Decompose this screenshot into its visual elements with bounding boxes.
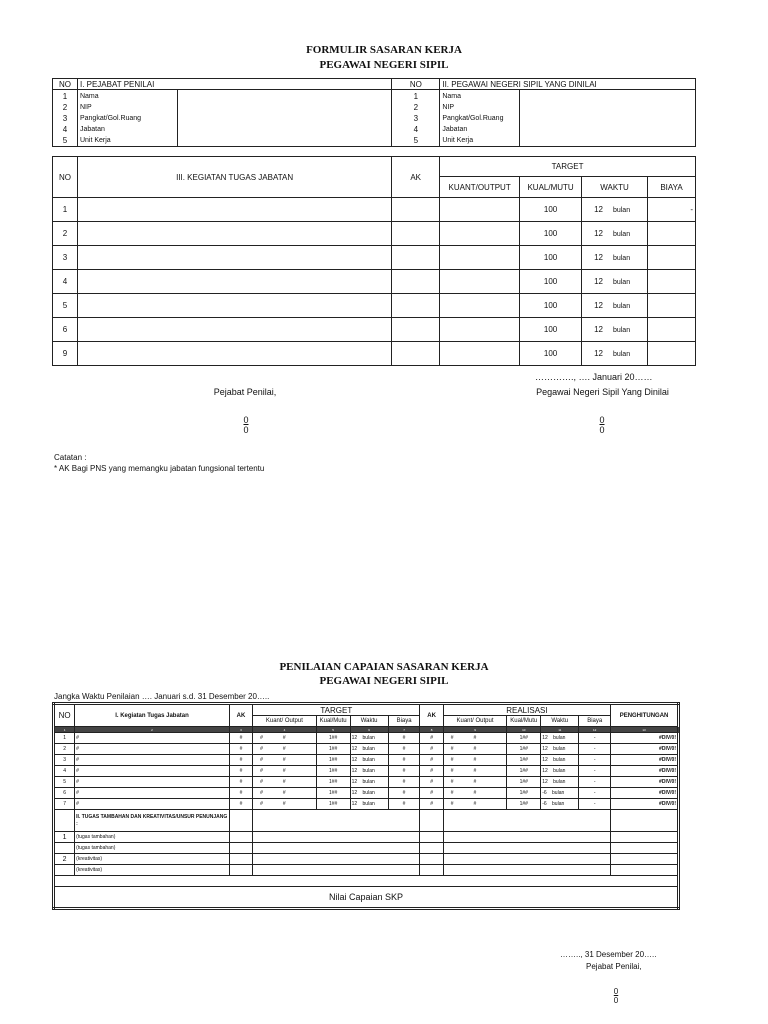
- t-mutu-cell: 1##: [316, 733, 350, 744]
- r-mutu-cell: 1##: [507, 733, 541, 744]
- row-no: 2: [54, 854, 75, 865]
- catatan-title: Catatan :: [54, 453, 87, 462]
- kegiatan-cell[interactable]: #: [75, 799, 230, 810]
- r-biaya-cell: -: [579, 777, 611, 788]
- kegiatan-cell[interactable]: #: [75, 766, 230, 777]
- realisasi-cell[interactable]: [443, 865, 610, 876]
- column-number: 4: [253, 727, 317, 733]
- biaya-cell: [648, 222, 696, 246]
- perhitungan-cell: #DIV/0!: [611, 788, 679, 799]
- tugas-label[interactable]: (kreativitas): [75, 865, 230, 876]
- row-no: 1: [54, 733, 75, 744]
- t-kuant-cell: # #: [253, 733, 317, 744]
- kuant-cell[interactable]: [440, 198, 520, 222]
- form1-kegiatan-table: [52, 156, 696, 366]
- t-biaya-cell: #: [388, 733, 420, 744]
- ak-realisasi-header: AK: [420, 704, 443, 727]
- t-waktu-cell: 12 bulan: [350, 788, 388, 799]
- t-waktu-cell: 12 bulan: [350, 755, 388, 766]
- tugas-tambahan-row: [54, 843, 679, 854]
- column-number: 13: [611, 727, 679, 733]
- form2-date-line: …….., 31 Desember 20…..: [560, 950, 657, 959]
- realisasi-header: REALISASI: [443, 704, 610, 716]
- r-biaya-cell: -: [579, 799, 611, 810]
- waktu-cell: 12 bulan: [582, 342, 648, 366]
- kuant-cell[interactable]: [440, 294, 520, 318]
- kegiatan-cell[interactable]: [77, 318, 391, 342]
- column-number: 7: [388, 727, 420, 733]
- realisasi-cell[interactable]: [443, 832, 610, 843]
- biaya-cell: [648, 294, 696, 318]
- kegiatan-cell[interactable]: [77, 342, 391, 366]
- kegiatan-header: III. KEGIATAN TUGAS JABATAN: [77, 157, 391, 198]
- biaya-cell: [648, 342, 696, 366]
- r-kuant-cell: # #: [443, 766, 507, 777]
- form2-title: PENILAIAN CAPAIAN SASARAN KERJA: [279, 661, 489, 673]
- form1-right-signature-name: 0 0: [599, 415, 605, 435]
- column-number: 5: [316, 727, 350, 733]
- t-biaya-cell: #: [388, 755, 420, 766]
- field-numbers-right: 1 2 3 4 5: [392, 90, 440, 147]
- r-mutu-cell: 1##: [507, 766, 541, 777]
- pejabat-penilai-header: I. PEJABAT PENILAI: [77, 79, 391, 90]
- ak-cell[interactable]: [229, 865, 252, 876]
- penilaian-row: [54, 744, 679, 755]
- tugas-tambahan-row: [54, 865, 679, 876]
- row-no: 5: [54, 777, 75, 788]
- form1-left-signature-name: 0 0: [243, 415, 249, 435]
- form1-date-line: …………., …. Januari 20……: [535, 372, 653, 382]
- row-no: [54, 843, 75, 854]
- kegiatan-cell[interactable]: [77, 294, 391, 318]
- r-kuant-header: Kuant/ Output: [443, 716, 507, 727]
- t-mutu-cell: 1##: [316, 777, 350, 788]
- perhitungan-header: PENGHITUNGAN: [611, 704, 679, 727]
- perhitungan-cell: [611, 865, 679, 876]
- column-number: 9: [443, 727, 507, 733]
- waktu-cell: 12 bulan: [582, 198, 648, 222]
- tugas-tambahan-row: [54, 832, 679, 843]
- ak-cell[interactable]: [229, 843, 252, 854]
- t-biaya-cell: #: [388, 766, 420, 777]
- perhitungan-cell: [611, 843, 679, 854]
- perhitungan-cell: #DIV/0!: [611, 755, 679, 766]
- form1-title: FORMULIR SASARAN KERJA: [306, 44, 462, 56]
- t-waktu-cell: 12 bulan: [350, 777, 388, 788]
- pns-dinilai-header: II. PEGAWAI NEGERI SIPIL YANG DINILAI: [440, 79, 696, 90]
- form2-table: [52, 702, 680, 910]
- mutu-cell: 100: [520, 246, 582, 270]
- waktu-cell: 12 bulan: [582, 318, 648, 342]
- ak-header: AK: [392, 157, 440, 198]
- perhitungan-cell: #DIV/0!: [611, 744, 679, 755]
- r-biaya-cell: -: [579, 744, 611, 755]
- row-no: 7: [54, 799, 75, 810]
- row-no: 6: [53, 318, 78, 342]
- field-labels-right: Nama NIP Pangkat/Gol.Ruang Jabatan Unit Kerja: [440, 90, 520, 147]
- target-cell[interactable]: [253, 865, 420, 876]
- catatan-text: * AK Bagi PNS yang memangku jabatan fungsional tertentu: [54, 464, 265, 473]
- r-waktu-cell: 12 bulan: [541, 766, 579, 777]
- no-header-left: NO: [53, 79, 78, 90]
- r-waktu-cell: -6 bulan: [541, 788, 579, 799]
- r-mutu-cell: 1##: [507, 755, 541, 766]
- waktu-cell: 12 bulan: [582, 294, 648, 318]
- mutu-cell: 100: [520, 222, 582, 246]
- perhitungan-cell: #DIV/0!: [611, 733, 679, 744]
- pns-values[interactable]: [520, 90, 696, 147]
- perhitungan-cell: [611, 832, 679, 843]
- kegiatan-row: [53, 294, 696, 318]
- target-cell[interactable]: [253, 843, 420, 854]
- column-number: 12: [579, 727, 611, 733]
- kegiatan-row: [53, 318, 696, 342]
- ak-cell[interactable]: [392, 222, 440, 246]
- penilaian-row: [54, 766, 679, 777]
- r-kuant-cell: # #: [443, 788, 507, 799]
- t-waktu-header: Waktu: [350, 716, 388, 727]
- r-waktu-cell: -6 bulan: [541, 799, 579, 810]
- tugas-tambahan-header: II. TUGAS TAMBAHAN DAN KREATIVITAS/UNSUR PENUNJANG :: [75, 810, 230, 832]
- t-biaya-cell: #: [388, 777, 420, 788]
- row-no: 3: [53, 246, 78, 270]
- r-ak-cell[interactable]: [420, 843, 443, 854]
- row-no: 4: [53, 270, 78, 294]
- r-waktu-cell: 12 bulan: [541, 755, 579, 766]
- t-kuant-cell: # #: [253, 788, 317, 799]
- tugas-label[interactable]: (tugas tambahan): [75, 832, 230, 843]
- t-kuant-cell: # #: [253, 799, 317, 810]
- t-biaya-cell: #: [388, 799, 420, 810]
- t-biaya-cell: #: [388, 788, 420, 799]
- mutu-cell: 100: [520, 270, 582, 294]
- waktu-header: WAKTU: [582, 177, 648, 198]
- ak-header: AK: [229, 704, 252, 727]
- r-biaya-cell: -: [579, 755, 611, 766]
- nilai-capaian-skp: Nilai Capaian SKP: [54, 887, 679, 909]
- t-kuant-cell: # #: [253, 744, 317, 755]
- t-waktu-cell: 12 bulan: [350, 733, 388, 744]
- ak-cell[interactable]: [392, 198, 440, 222]
- waktu-cell: 12 bulan: [582, 270, 648, 294]
- row-no: 6: [54, 788, 75, 799]
- perhitungan-cell: #DIV/0!: [611, 777, 679, 788]
- column-number: 2: [75, 727, 230, 733]
- t-biaya-header: Biaya: [388, 716, 420, 727]
- kuant-cell[interactable]: [440, 318, 520, 342]
- t-kuant-cell: # #: [253, 766, 317, 777]
- t-kuant-cell: # #: [253, 777, 317, 788]
- r-biaya-cell: -: [579, 733, 611, 744]
- r-biaya-cell: -: [579, 788, 611, 799]
- t-kuant-header: Kuant/ Output: [253, 716, 317, 727]
- waktu-cell: 12 bulan: [582, 222, 648, 246]
- penilaian-row: [54, 755, 679, 766]
- ak-cell[interactable]: [229, 832, 252, 843]
- ak-cell: #: [229, 744, 252, 755]
- r-kuant-cell: # #: [443, 744, 507, 755]
- column-number: 6: [350, 727, 388, 733]
- target-cell[interactable]: [253, 854, 420, 865]
- form2-period: Jangka Waktu Penilaian …. Januari s.d. 31 Desember 20…..: [54, 692, 270, 701]
- kegiatan-row: [53, 270, 696, 294]
- row-no: 1: [53, 198, 78, 222]
- realisasi-cell[interactable]: [443, 843, 610, 854]
- t-kuant-cell: # #: [253, 755, 317, 766]
- penilaian-row: [54, 788, 679, 799]
- r-ak-cell[interactable]: [420, 832, 443, 843]
- r-ak-cell: #: [420, 755, 443, 766]
- t-mutu-cell: 1##: [316, 788, 350, 799]
- r-kuant-cell: # #: [443, 733, 507, 744]
- mutu-cell: 100: [520, 342, 582, 366]
- r-mutu-cell: 1##: [507, 744, 541, 755]
- form1-right-signature-label: Pegawai Negeri Sipil Yang Dinilai: [536, 387, 669, 397]
- kegiatan-cell[interactable]: #: [75, 788, 230, 799]
- ak-cell[interactable]: [229, 854, 252, 865]
- t-mutu-cell: 1##: [316, 799, 350, 810]
- biaya-cell: [648, 318, 696, 342]
- ak-cell: #: [229, 777, 252, 788]
- kuant-cell[interactable]: [440, 342, 520, 366]
- kegiatan-cell[interactable]: #: [75, 755, 230, 766]
- penilaian-row: [54, 799, 679, 810]
- kuant-cell[interactable]: [440, 246, 520, 270]
- t-waktu-cell: 12 bulan: [350, 744, 388, 755]
- column-number: 3: [229, 727, 252, 733]
- biaya-header: BIAYA: [648, 177, 696, 198]
- form2-subtitle: PEGAWAI NEGERI SIPIL: [319, 675, 449, 687]
- t-mutu-cell: 1##: [316, 766, 350, 777]
- r-waktu-cell: 12 bulan: [541, 777, 579, 788]
- mutu-cell: 100: [520, 294, 582, 318]
- ak-cell[interactable]: [392, 246, 440, 270]
- r-waktu-cell: 12 bulan: [541, 744, 579, 755]
- field-labels-left: Nama NIP Pangkat/Gol.Ruang Jabatan Unit Kerja: [77, 90, 177, 147]
- t-waktu-cell: 12 bulan: [350, 766, 388, 777]
- column-number: 1: [54, 727, 75, 733]
- kuant-cell[interactable]: [440, 270, 520, 294]
- ak-cell[interactable]: [392, 270, 440, 294]
- ak-cell: #: [229, 788, 252, 799]
- r-kual-header: Kual/Mutu: [507, 716, 541, 727]
- spacer-row: [54, 876, 679, 887]
- no-header: NO: [53, 157, 78, 198]
- ak-cell[interactable]: [392, 294, 440, 318]
- row-no: [54, 865, 75, 876]
- kegiatan-row: [53, 198, 696, 222]
- column-number: 8: [420, 727, 443, 733]
- target-cell[interactable]: [253, 832, 420, 843]
- mutu-cell: 100: [520, 318, 582, 342]
- row-no: 5: [53, 294, 78, 318]
- r-kuant-cell: # #: [443, 755, 507, 766]
- kegiatan-cell[interactable]: [77, 222, 391, 246]
- kegiatan-cell[interactable]: #: [75, 744, 230, 755]
- mutu-cell: 100: [520, 198, 582, 222]
- no-header-right: NO: [392, 79, 440, 90]
- kegiatan-cell[interactable]: [77, 270, 391, 294]
- ak-cell: #: [229, 766, 252, 777]
- t-waktu-cell: 12 bulan: [350, 799, 388, 810]
- r-kuant-cell: # #: [443, 799, 507, 810]
- form1-subtitle: PEGAWAI NEGERI SIPIL: [319, 59, 449, 71]
- kegiatan-row: [53, 342, 696, 366]
- r-waktu-header: Waktu: [541, 716, 579, 727]
- kegiatan-cell[interactable]: [77, 198, 391, 222]
- target-header: TARGET: [440, 157, 696, 177]
- field-numbers-left: 1 2 3 4 5: [53, 90, 78, 147]
- column-number: 11: [541, 727, 579, 733]
- t-kual-header: Kual/Mutu: [316, 716, 350, 727]
- waktu-cell: 12 bulan: [582, 246, 648, 270]
- ak-cell: #: [229, 755, 252, 766]
- ak-cell[interactable]: [392, 318, 440, 342]
- r-mutu-cell: 1##: [507, 788, 541, 799]
- r-mutu-cell: 1##: [507, 799, 541, 810]
- r-ak-cell: #: [420, 788, 443, 799]
- penilaian-row: [54, 733, 679, 744]
- kegiatan-cell[interactable]: [77, 246, 391, 270]
- r-ak-cell: #: [420, 766, 443, 777]
- ak-cell: #: [229, 799, 252, 810]
- r-waktu-cell: 12 bulan: [541, 733, 579, 744]
- tugas-label[interactable]: (tugas tambahan): [75, 843, 230, 854]
- r-ak-cell: #: [420, 744, 443, 755]
- tugas-label[interactable]: (kreativitas): [75, 854, 230, 865]
- row-no: 2: [54, 744, 75, 755]
- form2-signature-name: 0 0: [613, 987, 619, 1005]
- t-biaya-cell: #: [388, 744, 420, 755]
- r-ak-cell: #: [420, 799, 443, 810]
- perhitungan-cell: #DIV/0!: [611, 766, 679, 777]
- row-no: 9: [53, 342, 78, 366]
- r-biaya-cell: -: [579, 766, 611, 777]
- kegiatan-cell[interactable]: #: [75, 733, 230, 744]
- biaya-cell: [648, 246, 696, 270]
- kuant-cell[interactable]: [440, 222, 520, 246]
- column-number: 10: [507, 727, 541, 733]
- r-biaya-header: Biaya: [579, 716, 611, 727]
- row-no: 3: [54, 755, 75, 766]
- r-kuant-cell: # #: [443, 777, 507, 788]
- kegiatan-header: I. Kegiatan Tugas Jabatan: [75, 704, 230, 727]
- pejabat-values[interactable]: [177, 90, 392, 147]
- r-ak-cell: #: [420, 777, 443, 788]
- tugas-no-cell: [54, 810, 75, 832]
- r-ak-cell[interactable]: [420, 854, 443, 865]
- kegiatan-cell[interactable]: #: [75, 777, 230, 788]
- kegiatan-row: [53, 222, 696, 246]
- kual-header: KUAL/MUTU: [520, 177, 582, 198]
- form1-left-signature-label: Pejabat Penilai,: [213, 387, 277, 397]
- kegiatan-row: [53, 246, 696, 270]
- tugas-tambahan-row: [54, 854, 679, 865]
- biaya-cell: [648, 270, 696, 294]
- r-ak-cell: #: [420, 733, 443, 744]
- row-no: 1: [54, 832, 75, 843]
- no-header: NO: [54, 704, 75, 727]
- t-mutu-cell: 1##: [316, 755, 350, 766]
- row-no: 4: [54, 766, 75, 777]
- ak-cell: #: [229, 733, 252, 744]
- target-header: TARGET: [253, 704, 420, 716]
- row-no: 2: [53, 222, 78, 246]
- biaya-cell: -: [648, 198, 696, 222]
- kuant-header: KUANT/OUTPUT: [440, 177, 520, 198]
- penilaian-row: [54, 777, 679, 788]
- perhitungan-cell: #DIV/0!: [611, 799, 679, 810]
- r-ak-cell[interactable]: [420, 865, 443, 876]
- form1-identity-table: [52, 78, 696, 147]
- realisasi-cell[interactable]: [443, 854, 610, 865]
- ak-cell[interactable]: [392, 342, 440, 366]
- t-mutu-cell: 1##: [316, 744, 350, 755]
- r-mutu-cell: 1##: [507, 777, 541, 788]
- form2-signature-label: Pejabat Penilai,: [586, 962, 642, 971]
- perhitungan-cell: [611, 854, 679, 865]
